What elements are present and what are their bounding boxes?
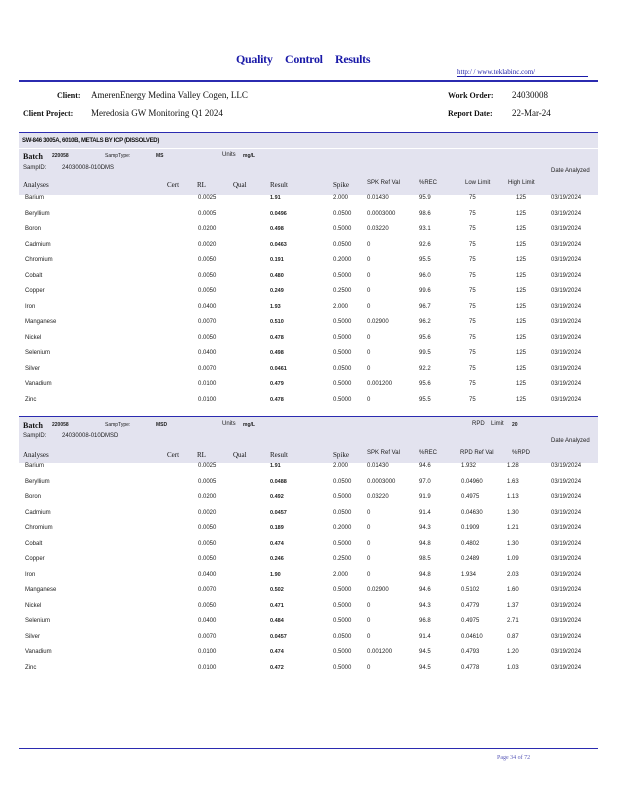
block2-samptype-label: SampType: <box>105 422 131 428</box>
block2-units-value: mg/L <box>243 422 255 428</box>
block1-date-analyzed-header: Date Analyzed <box>551 168 590 174</box>
block1-samptype-label: SampType: <box>105 153 131 159</box>
block1-sampid-value: 24030008-010DMS <box>62 165 115 171</box>
block2-batch-label: Batch <box>23 421 43 430</box>
block1-low-limit-header: Low Limit <box>465 180 491 186</box>
table-row: Silver 0.0070 0.0461 0.0500 0 92.2 75 125 03/19/2024 <box>25 365 582 372</box>
block2-rpd-header: %RPD <box>512 450 531 456</box>
block2-rpd-limit-value: 20 <box>512 422 518 428</box>
website-link[interactable]: http:/ / www.teklabinc.com/ <box>457 68 588 77</box>
table-row: Iron 0.0400 1.90 2.000 0 94.8 1.934 2.03 03/19/2024 <box>25 571 582 578</box>
block2-rpd-ref-header: RPD Ref Val <box>460 450 494 456</box>
block2-cert-header: Cert <box>167 451 180 459</box>
block2-units-label: Units <box>222 421 236 427</box>
block2-rpd-label: RPD <box>472 421 485 427</box>
title-quality: Quality <box>236 52 273 66</box>
table-row: Cadmium 0.0020 0.0457 0.0500 0 91.4 0.04630 1.30 03/19/2024 <box>25 509 582 516</box>
block2-limit-label: Limit <box>491 421 504 427</box>
table-row: Cobalt 0.0050 0.480 0.5000 0 96.0 75 125 03/19/2024 <box>25 272 582 279</box>
table-row: Silver 0.0070 0.0457 0.0500 0 91.4 0.04610 0.87 03/19/2024 <box>25 633 582 640</box>
table-row: Zinc 0.0100 0.478 0.5000 0 95.5 75 125 03/19/2024 <box>25 396 582 403</box>
table-row: Selenium 0.0400 0.498 0.5000 0 99.5 75 125 03/19/2024 <box>25 350 582 356</box>
block1-batch-label: Batch <box>23 152 43 161</box>
block2-rows <box>0 460 618 677</box>
table-row: Chromium 0.0050 0.191 0.2000 0 95.5 75 125 03/19/2024 <box>25 257 582 263</box>
block1-cert-header: Cert <box>167 181 180 189</box>
table-row: Vanadium 0.0100 0.479 0.5000 0.001200 95.6 75 125 03/19/2024 <box>25 381 582 387</box>
table-row: Selenium 0.0400 0.484 0.5000 0 96.8 0.4975 2.71 03/19/2024 <box>25 618 582 624</box>
block2-batch-value: 220058 <box>52 422 69 428</box>
method-title: SW-846 3005A, 6010B, METALS BY ICP (DISSOLVED) <box>22 138 160 144</box>
block2-rec-header: %REC <box>419 450 438 456</box>
table-row: Zinc 0.0100 0.472 0.5000 0 94.5 0.4778 1.03 03/19/2024 <box>25 664 582 671</box>
table-row: Chromium 0.0050 0.189 0.2000 0 94.3 0.1909 1.21 03/19/2024 <box>25 525 582 531</box>
block2-spike-header: Spike <box>333 451 349 459</box>
block1-qual-header: Qual <box>233 181 247 189</box>
table-row: Cobalt 0.0050 0.474 0.5000 0 94.8 0.4802 1.30 03/19/2024 <box>25 540 582 547</box>
block1-units-label: Units <box>222 152 236 158</box>
table-row: Beryllium 0.0005 0.0496 0.0500 0.0003000 98.6 75 125 03/19/2024 <box>25 210 582 217</box>
block2-date-analyzed-header: Date Analyzed <box>551 438 590 444</box>
block1-spk-ref-header: SPK Ref Val <box>367 180 400 186</box>
footer-rule <box>19 748 598 749</box>
block1-samptype-value: MS <box>156 153 164 159</box>
table-row: Manganese 0.0070 0.502 0.5000 0.02900 94.6 0.5102 1.60 03/19/2024 <box>25 587 582 593</box>
project-label: Client Project: <box>23 109 74 118</box>
block1-sampid-label: SampID: <box>23 165 47 171</box>
project-value: Meredosia GW Monitoring Q1 2024 <box>91 108 223 118</box>
block2-result-header: Result <box>270 451 288 459</box>
table-row: Iron 0.0400 1.93 2.000 0 96.7 75 125 03/19/2024 <box>25 303 582 310</box>
block1-analyses-header: Analyses <box>23 181 49 189</box>
block1-rl-header: RL <box>197 181 206 189</box>
block1-batch-value: 220058 <box>52 153 69 159</box>
report-date-value: 22-Mar-24 <box>512 108 551 118</box>
work-order-value: 24030008 <box>512 90 548 100</box>
title-results: Results <box>335 52 371 66</box>
block2-spk-ref-header: SPK Ref Val <box>367 450 400 456</box>
table-row: Vanadium 0.0100 0.474 0.5000 0.001200 94.5 0.4793 1.20 03/19/2024 <box>25 649 582 655</box>
header-rule <box>19 80 598 82</box>
block1-rec-header: %REC <box>419 180 438 186</box>
page-number: Page 34 of 72 <box>497 755 531 761</box>
block2-rl-header: RL <box>197 451 206 459</box>
table-row: Copper 0.0050 0.246 0.2500 0 98.5 0.2489 1.09 03/19/2024 <box>25 556 582 562</box>
block2-sampid-label: SampID: <box>23 433 47 439</box>
block2-sampid-value: 24030008-010DMSD <box>62 433 119 439</box>
block1-rows <box>0 192 618 409</box>
report-date-label: Report Date: <box>448 109 493 118</box>
block2-qual-header: Qual <box>233 451 247 459</box>
block1-high-limit-header: High Limit <box>508 180 535 186</box>
table-row: Barium 0.0025 1.91 2.000 0.01430 94.6 1.932 1.28 03/19/2024 <box>25 463 582 469</box>
title-control: Control <box>285 52 323 66</box>
block1-spike-header: Spike <box>333 181 349 189</box>
client-label: Client: <box>57 91 81 100</box>
block1-units-value: mg/L <box>243 153 255 159</box>
work-order-label: Work Order: <box>448 91 494 100</box>
table-row: Barium 0.0025 1.91 2.000 0.01430 95.9 75 125 03/19/2024 <box>25 195 582 201</box>
table-row: Nickel 0.0050 0.471 0.5000 0 94.3 0.4779 1.37 03/19/2024 <box>25 602 582 609</box>
table-row: Beryllium 0.0005 0.0488 0.0500 0.0003000 97.0 0.04960 1.63 03/19/2024 <box>25 478 582 485</box>
block1-result-header: Result <box>270 181 288 189</box>
table-row: Boron 0.0200 0.492 0.5000 0.03220 91.9 0.4975 1.13 03/19/2024 <box>25 494 582 500</box>
table-row: Boron 0.0200 0.498 0.5000 0.03220 93.1 75 125 03/19/2024 <box>25 226 582 232</box>
table-row: Copper 0.0050 0.249 0.2500 0 99.6 75 125 03/19/2024 <box>25 288 582 294</box>
table-row: Nickel 0.0050 0.478 0.5000 0 95.6 75 125 03/19/2024 <box>25 334 582 341</box>
client-value: AmerenEnergy Medina Valley Cogen, LLC <box>91 90 248 100</box>
block2-samptype-value: MSD <box>156 422 168 428</box>
table-row: Cadmium 0.0020 0.0463 0.0500 0 92.6 75 125 03/19/2024 <box>25 241 582 248</box>
block2-analyses-header: Analyses <box>23 451 49 459</box>
table-row: Manganese 0.0070 0.510 0.5000 0.02900 96.2 75 125 03/19/2024 <box>25 319 582 325</box>
